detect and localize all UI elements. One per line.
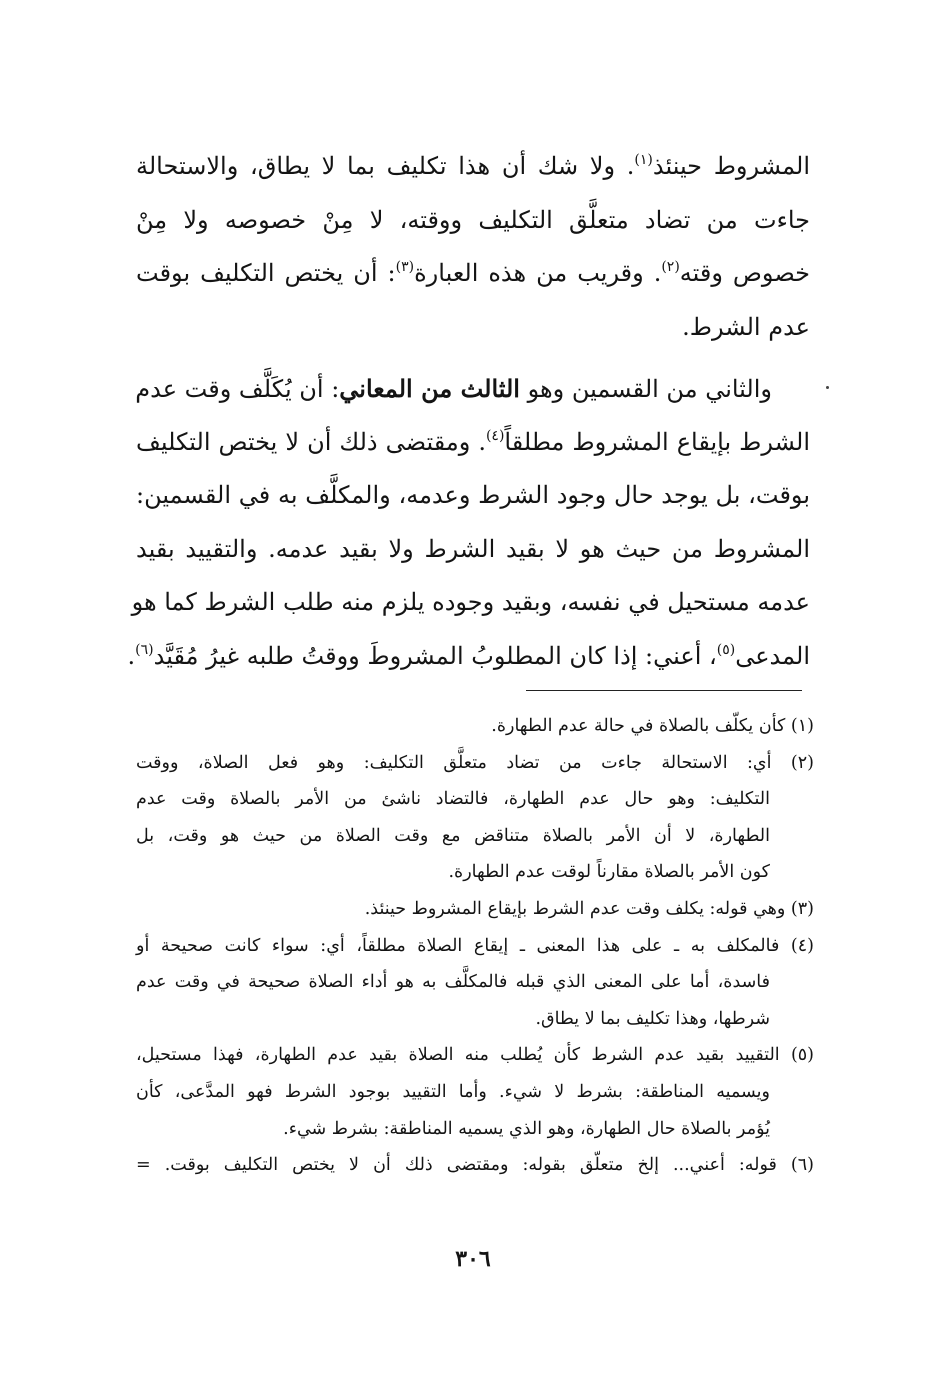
main-text	[127, 140, 811, 683]
footnote-ref-3[interactable]: (٣)	[395, 259, 415, 275]
footnote-ref-4[interactable]: (٤)	[485, 427, 505, 444]
text-run: جاءت من تضاد متعلَّق التكليف ووقته، لا مِنْ خصوصه ولا مِنْ	[136, 205, 811, 234]
text-run: : أن يُكَلَّف وقت عدم	[135, 375, 340, 403]
main-line	[131, 576, 810, 630]
footnote-5: (٥) التقييد بقيد عدم الشرط كأن يُطلب منه الصلاة بقيد عدم الطهارة، فهذا مستحيل،	[136, 1045, 814, 1066]
footnote-4: (٤) فالمكلف به ـ على هذا المعنى ـ إيقاع الصلاة مطلقاً، أي: سواء كانت صحيحة أو	[136, 935, 814, 956]
footnote-5-line: يُؤمر بالصلاة حال الطهارة، وهو الذي يسميه المناطقة: بشرط شيء.	[283, 1118, 770, 1139]
footnote-ref-6[interactable]: (٦)	[135, 641, 154, 658]
main-line	[136, 416, 810, 470]
footnotes	[136, 708, 814, 1184]
text-run: عدمه مستحيل في نفسه، وبقيد وجوده يلزم منه طلب الشرط كما هو	[131, 588, 810, 616]
text-run: المدعى	[735, 641, 810, 670]
main-line	[136, 469, 810, 523]
text-run: عدم الشرط.	[682, 312, 810, 341]
footnote-3: (٣) وهي قوله: يكلف وقت عدم الشرط بإيقاع المشروط حينئذ.	[364, 898, 814, 919]
text-run: ، أعني: إذا كان المطلوبُ المشروطَ ووقتُ طلبه غيرُ مُقَيَّد	[153, 641, 717, 670]
footnote-2: (٢) أي: الاستحالة جاءت من تضاد متعلَّق التكليف: وهو فعل الصلاة، ووقت	[136, 752, 814, 773]
footnote-6: (٦) قوله: أعني... إلخ متعلّق بقوله: ومقتضى ذلك أن لا يختص التكليف بوقت. =	[136, 1155, 814, 1176]
footnote-separator	[526, 690, 802, 691]
bold-heading-run: الثالث من المعاني	[339, 374, 520, 403]
main-line	[136, 194, 810, 248]
footnote-2-line: التكليف: وهو حال عدم الطهارة، فالتضاد ناشئ من الأمر بالصلاة وقت عدم	[136, 789, 770, 810]
footnote-5-line: ويسميه المناطقة: بشرط لا شيء. وأما التقييد بوجود الشرط فهو المدَّعى، كأن	[136, 1081, 770, 1102]
text-run: خصوص وقته	[679, 259, 810, 287]
footnote-2-line: كون الأمر بالصلاة مقارناً لوقت عدم الطهارة.	[448, 862, 770, 883]
text-run: المشروط من حيث هو لا بقيد الشرط ولا بقيد عدمه. والتقييد بقيد	[136, 534, 810, 563]
footnote-ref-5[interactable]: (٥)	[716, 641, 736, 658]
text-run: . ومقتضى ذلك أن لا يختص التكليف	[136, 427, 486, 456]
margin-mark	[826, 386, 829, 389]
text-run: . وقريب من هذه العبارة	[414, 259, 662, 287]
page-number: ٣٠٦	[455, 1246, 491, 1272]
text-run: .	[127, 641, 136, 670]
text-run: والثاني من القسمين وهو	[519, 375, 772, 403]
text-run: . ولا شك أن هذا تكليف بما لا يطاق، والاستحالة	[136, 152, 635, 180]
footnote-1: (١) كأن يكلّف بالصلاة في حالة عدم الطهارة.	[491, 716, 814, 736]
main-line	[127, 630, 810, 684]
main-line	[136, 140, 810, 194]
footnote-4-line: فاسدة، أما على المعنى الذي قبله فالمكلَّف به هو أداء الصلاة صحيحة في وقت عدم	[136, 972, 770, 993]
main-line	[136, 523, 810, 577]
text-run: الشرط بإيقاع المشروط مطلقاً	[504, 427, 810, 456]
text-run: : أن يختص التكليف بوقت	[136, 259, 396, 287]
footnote-4-line: شرطها، وهذا تكليف بما لا يطاق.	[535, 1008, 770, 1029]
footnote-2-line: الطهارة، لا أن الأمر بالصلاة متناقض مع وقت الصلاة من حيث هو وقت، بل	[136, 825, 770, 846]
footnote-ref-2[interactable]: (٢)	[661, 259, 680, 275]
text-run: بوقت، بل يوجد حال وجود الشرط وعدمه، والمكلَّف به في القسمين:	[136, 481, 811, 509]
footnote-ref-1[interactable]: (١)	[634, 152, 653, 168]
main-line	[136, 362, 810, 416]
text-run: المشروط حينئذ	[652, 152, 810, 180]
main-line	[136, 301, 810, 355]
main-line	[136, 247, 810, 301]
